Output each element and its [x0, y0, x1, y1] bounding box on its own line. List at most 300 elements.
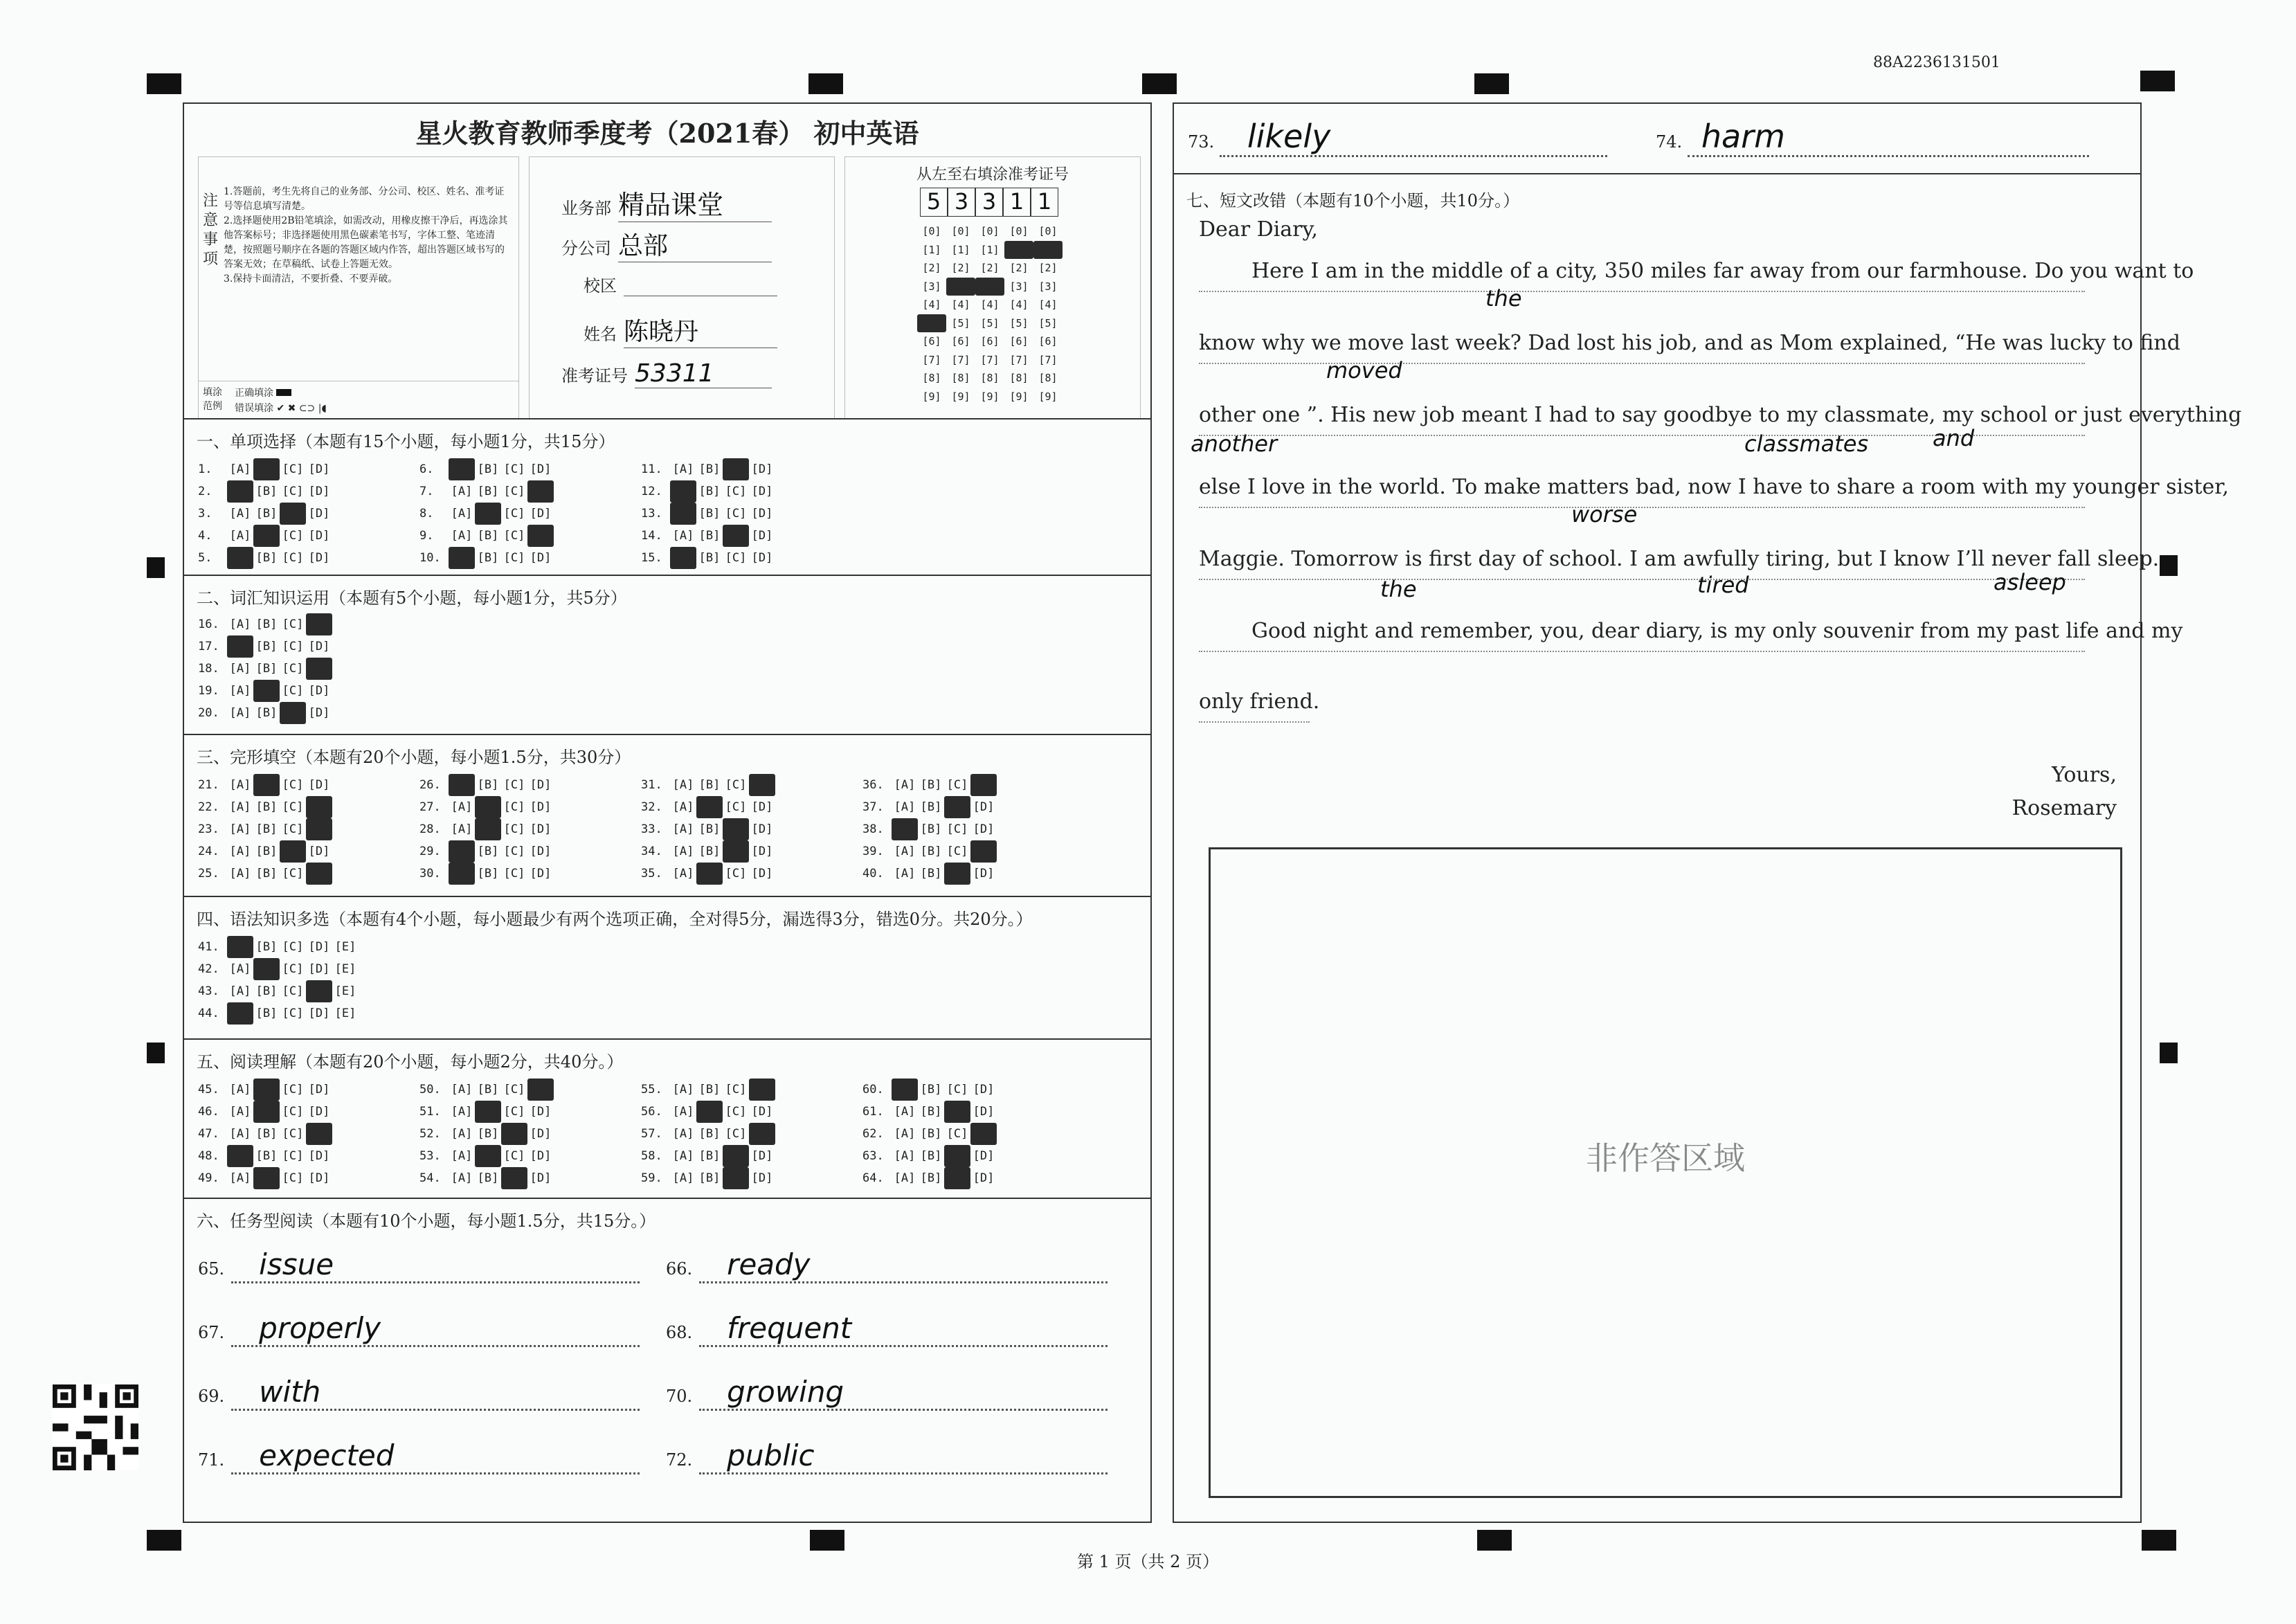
answer-bubble[interactable]: [A]: [229, 962, 251, 976]
answer-bubble[interactable]: [944, 863, 970, 885]
answer-bubble[interactable]: [D]: [530, 1171, 552, 1185]
answer-bubble[interactable]: [C]: [282, 1007, 304, 1020]
id-bubble[interactable]: [7]: [1009, 353, 1029, 366]
answer-bubble[interactable]: [D]: [973, 1105, 995, 1119]
answer-bubble[interactable]: [D]: [530, 1105, 552, 1119]
id-bubble[interactable]: [7]: [951, 353, 970, 366]
answer-bubble[interactable]: [970, 840, 997, 863]
answer-bubble[interactable]: [C]: [503, 845, 525, 858]
answer-bubble[interactable]: [C]: [725, 507, 747, 521]
answer-bubble[interactable]: [B]: [698, 551, 721, 565]
answer-bubble[interactable]: [D]: [751, 485, 773, 498]
id-bubble[interactable]: [0]: [980, 225, 1000, 237]
task-answer[interactable]: [198, 1247, 640, 1283]
id-bubble[interactable]: [6]: [951, 335, 970, 348]
id-bubble[interactable]: [2]: [980, 262, 1000, 274]
answer-bubble[interactable]: [A]: [451, 1083, 473, 1097]
answer-bubble[interactable]: [475, 1101, 501, 1123]
answer-bubble[interactable]: [B]: [255, 507, 278, 521]
answer-bubble[interactable]: [D]: [308, 485, 330, 498]
answer-bubble[interactable]: [A]: [894, 1149, 916, 1163]
answer-bubble[interactable]: [C]: [282, 662, 304, 676]
answer-bubble[interactable]: [C]: [725, 778, 747, 792]
answer-bubble[interactable]: [527, 1079, 554, 1101]
answer-bubble[interactable]: [B]: [698, 1127, 721, 1141]
answer-bubble[interactable]: [280, 702, 306, 724]
answer-bubble[interactable]: [B]: [477, 867, 499, 881]
answer-bubble[interactable]: [A]: [672, 1083, 694, 1097]
answer-bubble[interactable]: [C]: [725, 1105, 747, 1119]
answer-bubble[interactable]: [D]: [751, 507, 773, 521]
answer-bubble[interactable]: [B]: [255, 706, 278, 720]
answer-bubble[interactable]: [749, 1123, 775, 1145]
task-answer[interactable]: [198, 1311, 640, 1347]
answer-bubble[interactable]: [B]: [698, 1083, 721, 1097]
answer-bubble[interactable]: [944, 1145, 970, 1167]
answer-bubble[interactable]: [253, 774, 280, 796]
answer-bubble[interactable]: [696, 1101, 723, 1123]
answer-bubble[interactable]: [A]: [451, 822, 473, 836]
id-bubble[interactable]: [6]: [1038, 335, 1058, 348]
answer-bubble[interactable]: [449, 774, 475, 796]
answer-bubble[interactable]: [227, 1002, 253, 1025]
answer-bubble[interactable]: [C]: [503, 529, 525, 543]
task-answer[interactable]: [198, 1438, 640, 1474]
field-name[interactable]: [584, 312, 777, 348]
answer-bubble[interactable]: [D]: [530, 551, 552, 565]
answer-bubble[interactable]: [A]: [894, 845, 916, 858]
answer-bubble[interactable]: [A]: [229, 822, 251, 836]
id-bubble[interactable]: [0]: [1009, 225, 1029, 237]
id-bubble[interactable]: [7]: [980, 353, 1000, 366]
answer-bubble[interactable]: [D]: [751, 845, 773, 858]
answer-bubble[interactable]: [A]: [451, 1171, 473, 1185]
answer-bubble[interactable]: [D]: [308, 684, 330, 698]
answer-bubble[interactable]: [527, 480, 554, 503]
answer-bubble[interactable]: [C]: [503, 778, 525, 792]
answer-bubble[interactable]: [449, 547, 475, 569]
answer-bubble[interactable]: [C]: [946, 1083, 968, 1097]
answer-bubble[interactable]: [D]: [308, 778, 330, 792]
answer-bubble[interactable]: [D]: [751, 800, 773, 814]
answer-bubble[interactable]: [A]: [229, 529, 251, 543]
answer-bubble[interactable]: [A]: [672, 1171, 694, 1185]
id-bubble[interactable]: [917, 314, 946, 333]
answer-bubble[interactable]: [D]: [308, 1105, 330, 1119]
answer-bubble[interactable]: [B]: [698, 1149, 721, 1163]
answer-bubble[interactable]: [C]: [282, 867, 304, 881]
answer-bubble[interactable]: [C]: [946, 778, 968, 792]
answer-bubble[interactable]: [D]: [530, 845, 552, 858]
answer-bubble[interactable]: [C]: [503, 462, 525, 476]
answer-bubble[interactable]: [B]: [920, 800, 942, 814]
answer-bubble[interactable]: [A]: [229, 684, 251, 698]
answer-bubble[interactable]: [C]: [503, 867, 525, 881]
answer-bubble[interactable]: [227, 936, 253, 958]
answer-bubble[interactable]: [B]: [920, 845, 942, 858]
answer-bubble[interactable]: [A]: [229, 1083, 251, 1097]
answer-bubble[interactable]: [B]: [255, 662, 278, 676]
answer-bubble[interactable]: [C]: [725, 1127, 747, 1141]
answer-bubble[interactable]: [B]: [255, 984, 278, 998]
id-bubble[interactable]: [8]: [1038, 372, 1058, 384]
answer-bubble[interactable]: [B]: [255, 822, 278, 836]
answer-bubble[interactable]: [306, 796, 332, 818]
answer-bubble[interactable]: [670, 503, 696, 525]
task-answer[interactable]: [198, 1375, 640, 1411]
answer-bubble[interactable]: [A]: [672, 529, 694, 543]
id-bubble[interactable]: [1]: [951, 243, 970, 256]
id-bubble[interactable]: [4]: [922, 298, 941, 311]
answer-bubble[interactable]: [C]: [946, 1127, 968, 1141]
answer-bubble[interactable]: [A]: [229, 706, 251, 720]
answer-bubble[interactable]: [670, 547, 696, 569]
answer-bubble[interactable]: [A]: [451, 800, 473, 814]
answer-bubble[interactable]: [D]: [308, 1149, 330, 1163]
id-bubble[interactable]: [6]: [1009, 335, 1029, 348]
answer-bubble[interactable]: [B]: [698, 529, 721, 543]
id-bubble[interactable]: [975, 278, 1004, 296]
answer-bubble[interactable]: [E]: [334, 1007, 356, 1020]
answer-bubble[interactable]: [B]: [920, 867, 942, 881]
answer-bubble[interactable]: [944, 796, 970, 818]
answer-bubble[interactable]: [D]: [308, 706, 330, 720]
answer-bubble[interactable]: [C]: [725, 867, 747, 881]
answer-bubble[interactable]: [A]: [229, 845, 251, 858]
answer-bubble[interactable]: [A]: [672, 867, 694, 881]
answer-bubble[interactable]: [B]: [477, 778, 499, 792]
answer-bubble[interactable]: [C]: [282, 800, 304, 814]
answer-bubble[interactable]: [C]: [946, 822, 968, 836]
answer-bubble[interactable]: [A]: [672, 822, 694, 836]
answer-bubble[interactable]: [B]: [255, 845, 278, 858]
id-bubble[interactable]: [0]: [951, 225, 970, 237]
id-bubble[interactable]: [946, 278, 975, 296]
answer-bubble[interactable]: [B]: [698, 507, 721, 521]
answer-bubble[interactable]: [970, 1123, 997, 1145]
id-bubble[interactable]: [3]: [922, 280, 941, 293]
answer-bubble[interactable]: [D]: [973, 822, 995, 836]
answer-bubble[interactable]: [D]: [751, 1171, 773, 1185]
answer-bubble[interactable]: [A]: [672, 1127, 694, 1141]
answer-bubble[interactable]: [D]: [751, 529, 773, 543]
answer-bubble[interactable]: [D]: [308, 529, 330, 543]
answer-bubble[interactable]: [227, 480, 253, 503]
task-answer[interactable]: [666, 1438, 1108, 1474]
answer-bubble[interactable]: [C]: [282, 485, 304, 498]
answer-bubble[interactable]: [B]: [477, 1171, 499, 1185]
id-bubble[interactable]: [5]: [1009, 316, 1029, 330]
answer-bubble[interactable]: [C]: [946, 845, 968, 858]
id-bubble[interactable]: [6]: [922, 335, 941, 348]
answer-bubble[interactable]: [B]: [698, 462, 721, 476]
answer-bubble[interactable]: [C]: [282, 1127, 304, 1141]
answer-bubble[interactable]: [C]: [282, 551, 304, 565]
answer-bubble[interactable]: [D]: [530, 778, 552, 792]
answer-bubble[interactable]: [944, 1101, 970, 1123]
id-bubble[interactable]: [0]: [1038, 225, 1058, 237]
answer-bubble[interactable]: [B]: [255, 1127, 278, 1141]
answer-bubble[interactable]: [C]: [503, 485, 525, 498]
answer-bubble[interactable]: [B]: [255, 940, 278, 954]
answer-bubble[interactable]: [227, 1145, 253, 1167]
id-bubble[interactable]: [7]: [922, 353, 941, 366]
answer-bubble[interactable]: [723, 458, 749, 480]
answer-bubble[interactable]: [C]: [725, 551, 747, 565]
answer-bubble[interactable]: [306, 818, 332, 840]
answer-bubble[interactable]: [723, 1145, 749, 1167]
answer-bubble[interactable]: [C]: [725, 485, 747, 498]
answer-73[interactable]: [1188, 118, 1631, 157]
id-bubble[interactable]: [1004, 241, 1033, 260]
id-bubble[interactable]: [9]: [980, 390, 1000, 403]
id-bubble[interactable]: [7]: [1038, 353, 1058, 366]
answer-bubble[interactable]: [A]: [672, 778, 694, 792]
answer-bubble[interactable]: [970, 774, 997, 796]
answer-bubble[interactable]: [C]: [503, 507, 525, 521]
answer-bubble[interactable]: [D]: [751, 551, 773, 565]
answer-bubble[interactable]: [B]: [255, 485, 278, 498]
answer-bubble[interactable]: [C]: [503, 1105, 525, 1119]
answer-bubble[interactable]: [C]: [282, 684, 304, 698]
field-exam-id[interactable]: [561, 359, 772, 388]
answer-bubble[interactable]: [A]: [451, 1105, 473, 1119]
answer-bubble[interactable]: [D]: [530, 462, 552, 476]
answer-bubble[interactable]: [A]: [451, 1149, 473, 1163]
answer-bubble[interactable]: [306, 1123, 332, 1145]
answer-bubble[interactable]: [E]: [334, 984, 356, 998]
answer-bubble[interactable]: [A]: [894, 867, 916, 881]
answer-bubble[interactable]: [723, 840, 749, 863]
answer-bubble[interactable]: [C]: [503, 1149, 525, 1163]
answer-bubble[interactable]: [723, 1167, 749, 1189]
field-business-dept[interactable]: [561, 183, 772, 222]
answer-bubble[interactable]: [A]: [229, 1171, 251, 1185]
answer-bubble[interactable]: [B]: [477, 845, 499, 858]
answer-bubble[interactable]: [A]: [229, 617, 251, 631]
answer-bubble[interactable]: [D]: [751, 462, 773, 476]
answer-bubble[interactable]: [D]: [308, 640, 330, 653]
answer-bubble[interactable]: [A]: [894, 778, 916, 792]
answer-bubble[interactable]: [D]: [530, 1127, 552, 1141]
answer-bubble[interactable]: [892, 818, 918, 840]
answer-bubble[interactable]: [D]: [308, 1083, 330, 1097]
answer-bubble[interactable]: [C]: [282, 617, 304, 631]
id-bubble[interactable]: [4]: [951, 298, 970, 311]
answer-bubble[interactable]: [B]: [255, 867, 278, 881]
answer-bubble[interactable]: [D]: [751, 822, 773, 836]
answer-bubble[interactable]: [A]: [894, 1171, 916, 1185]
answer-bubble[interactable]: [A]: [229, 507, 251, 521]
answer-bubble[interactable]: [749, 774, 775, 796]
answer-bubble[interactable]: [B]: [255, 551, 278, 565]
answer-bubble[interactable]: [B]: [920, 1105, 942, 1119]
answer-bubble[interactable]: [B]: [698, 778, 721, 792]
answer-bubble[interactable]: [253, 680, 280, 702]
answer-bubble[interactable]: [449, 863, 475, 885]
id-bubble[interactable]: [1]: [980, 243, 1000, 256]
answer-bubble[interactable]: [227, 635, 253, 658]
answer-bubble[interactable]: [C]: [503, 822, 525, 836]
answer-bubble[interactable]: [C]: [282, 984, 304, 998]
answer-bubble[interactable]: [C]: [503, 800, 525, 814]
id-bubble[interactable]: [9]: [922, 390, 941, 403]
answer-bubble[interactable]: [D]: [308, 845, 330, 858]
answer-bubble[interactable]: [D]: [308, 962, 330, 976]
answer-bubble[interactable]: [944, 1167, 970, 1189]
answer-bubble[interactable]: [C]: [282, 822, 304, 836]
answer-bubble[interactable]: [A]: [229, 867, 251, 881]
answer-bubble[interactable]: [253, 1167, 280, 1189]
answer-bubble[interactable]: [A]: [229, 1127, 251, 1141]
answer-bubble[interactable]: [253, 1101, 280, 1123]
answer-bubble[interactable]: [B]: [255, 1007, 278, 1020]
answer-bubble[interactable]: [527, 525, 554, 547]
answer-bubble[interactable]: [A]: [894, 1127, 916, 1141]
id-bubble[interactable]: [5]: [980, 316, 1000, 330]
answer-bubble[interactable]: [D]: [973, 1149, 995, 1163]
answer-bubble[interactable]: [749, 1079, 775, 1101]
answer-bubble[interactable]: [A]: [451, 529, 473, 543]
answer-bubble[interactable]: [A]: [451, 1127, 473, 1141]
id-bubble[interactable]: [8]: [980, 372, 1000, 384]
answer-bubble[interactable]: [475, 818, 501, 840]
answer-bubble[interactable]: [696, 796, 723, 818]
answer-bubble[interactable]: [C]: [282, 940, 304, 954]
answer-bubble[interactable]: [A]: [894, 1105, 916, 1119]
id-bubble[interactable]: [9]: [951, 390, 970, 403]
answer-bubble[interactable]: [306, 613, 332, 635]
answer-bubble[interactable]: [A]: [672, 800, 694, 814]
answer-bubble[interactable]: [B]: [920, 1083, 942, 1097]
answer-bubble[interactable]: [B]: [920, 1171, 942, 1185]
answer-bubble[interactable]: [A]: [451, 485, 473, 498]
answer-bubble[interactable]: [D]: [530, 800, 552, 814]
answer-bubble[interactable]: [253, 525, 280, 547]
id-bubble[interactable]: [6]: [980, 335, 1000, 348]
answer-bubble[interactable]: [892, 1079, 918, 1101]
answer-bubble[interactable]: [253, 458, 280, 480]
answer-bubble[interactable]: [E]: [334, 962, 356, 976]
answer-bubble[interactable]: [D]: [530, 867, 552, 881]
id-bubble[interactable]: [8]: [951, 372, 970, 384]
answer-bubble[interactable]: [B]: [698, 485, 721, 498]
id-bubble[interactable]: [3]: [1009, 280, 1029, 293]
answer-bubble[interactable]: [306, 658, 332, 680]
answer-bubble[interactable]: [B]: [920, 1149, 942, 1163]
answer-bubble[interactable]: [A]: [451, 507, 473, 521]
answer-bubble[interactable]: [B]: [698, 845, 721, 858]
answer-bubble[interactable]: [E]: [334, 940, 356, 954]
answer-bubble[interactable]: [B]: [255, 617, 278, 631]
answer-bubble[interactable]: [D]: [751, 1105, 773, 1119]
answer-bubble[interactable]: [D]: [973, 800, 995, 814]
answer-bubble[interactable]: [A]: [672, 1149, 694, 1163]
answer-bubble[interactable]: [227, 547, 253, 569]
answer-bubble[interactable]: [306, 980, 332, 1002]
answer-bubble[interactable]: [C]: [725, 1083, 747, 1097]
answer-bubble[interactable]: [D]: [973, 1171, 995, 1185]
id-bubble[interactable]: [4]: [1009, 298, 1029, 311]
id-bubble[interactable]: [4]: [980, 298, 1000, 311]
answer-bubble[interactable]: [D]: [751, 1149, 773, 1163]
id-bubble[interactable]: [2]: [1038, 262, 1058, 274]
answer-bubble[interactable]: [C]: [282, 778, 304, 792]
answer-bubble[interactable]: [280, 840, 306, 863]
answer-bubble[interactable]: [449, 840, 475, 863]
answer-bubble[interactable]: [B]: [920, 822, 942, 836]
answer-bubble[interactable]: [C]: [282, 462, 304, 476]
answer-bubble[interactable]: [A]: [229, 662, 251, 676]
answer-bubble[interactable]: [449, 458, 475, 480]
answer-bubble[interactable]: [723, 525, 749, 547]
answer-bubble[interactable]: [A]: [229, 984, 251, 998]
answer-bubble[interactable]: [B]: [255, 1149, 278, 1163]
answer-bubble[interactable]: [475, 1145, 501, 1167]
answer-bubble[interactable]: [C]: [725, 800, 747, 814]
answer-bubble[interactable]: [C]: [503, 1083, 525, 1097]
answer-bubble[interactable]: [A]: [229, 1105, 251, 1119]
answer-bubble[interactable]: [A]: [229, 462, 251, 476]
answer-bubble[interactable]: [B]: [255, 800, 278, 814]
id-bubble[interactable]: [4]: [1038, 298, 1058, 311]
answer-bubble[interactable]: [A]: [672, 1105, 694, 1119]
answer-bubble[interactable]: [B]: [477, 551, 499, 565]
answer-bubble[interactable]: [B]: [477, 462, 499, 476]
answer-bubble[interactable]: [475, 503, 501, 525]
answer-bubble[interactable]: [D]: [751, 867, 773, 881]
answer-bubble[interactable]: [C]: [282, 1105, 304, 1119]
field-branch[interactable]: [561, 226, 772, 262]
answer-bubble[interactable]: [723, 818, 749, 840]
answer-bubble[interactable]: [A]: [229, 800, 251, 814]
answer-bubble[interactable]: [B]: [920, 1127, 942, 1141]
id-bubble[interactable]: [1033, 241, 1063, 260]
answer-bubble[interactable]: [B]: [255, 640, 278, 653]
answer-bubble[interactable]: [253, 958, 280, 980]
id-bubble[interactable]: [9]: [1009, 390, 1029, 403]
answer-bubble[interactable]: [B]: [477, 1127, 499, 1141]
answer-bubble[interactable]: [D]: [530, 1149, 552, 1163]
id-bubble[interactable]: [9]: [1038, 390, 1058, 403]
answer-bubble[interactable]: [696, 863, 723, 885]
id-bubble[interactable]: [0]: [922, 225, 941, 237]
answer-bubble[interactable]: [501, 1167, 527, 1189]
answer-bubble[interactable]: [B]: [920, 778, 942, 792]
answer-bubble[interactable]: [253, 1079, 280, 1101]
answer-bubble[interactable]: [501, 1123, 527, 1145]
answer-bubble[interactable]: [B]: [698, 1171, 721, 1185]
answer-bubble[interactable]: [D]: [530, 507, 552, 521]
answer-74[interactable]: [1656, 118, 2099, 157]
answer-bubble[interactable]: [306, 863, 332, 885]
answer-bubble[interactable]: [D]: [308, 940, 330, 954]
task-answer[interactable]: [666, 1375, 1108, 1411]
answer-bubble[interactable]: [670, 480, 696, 503]
task-answer[interactable]: [666, 1247, 1108, 1283]
answer-bubble[interactable]: [D]: [308, 551, 330, 565]
answer-bubble[interactable]: [280, 503, 306, 525]
answer-bubble[interactable]: [C]: [282, 1171, 304, 1185]
answer-bubble[interactable]: [A]: [894, 800, 916, 814]
task-answer[interactable]: [666, 1311, 1108, 1347]
answer-bubble[interactable]: [C]: [282, 640, 304, 653]
answer-bubble[interactable]: [A]: [229, 778, 251, 792]
answer-bubble[interactable]: [D]: [530, 822, 552, 836]
id-bubble[interactable]: [5]: [951, 316, 970, 330]
answer-bubble[interactable]: [A]: [672, 462, 694, 476]
answer-bubble[interactable]: [C]: [282, 962, 304, 976]
